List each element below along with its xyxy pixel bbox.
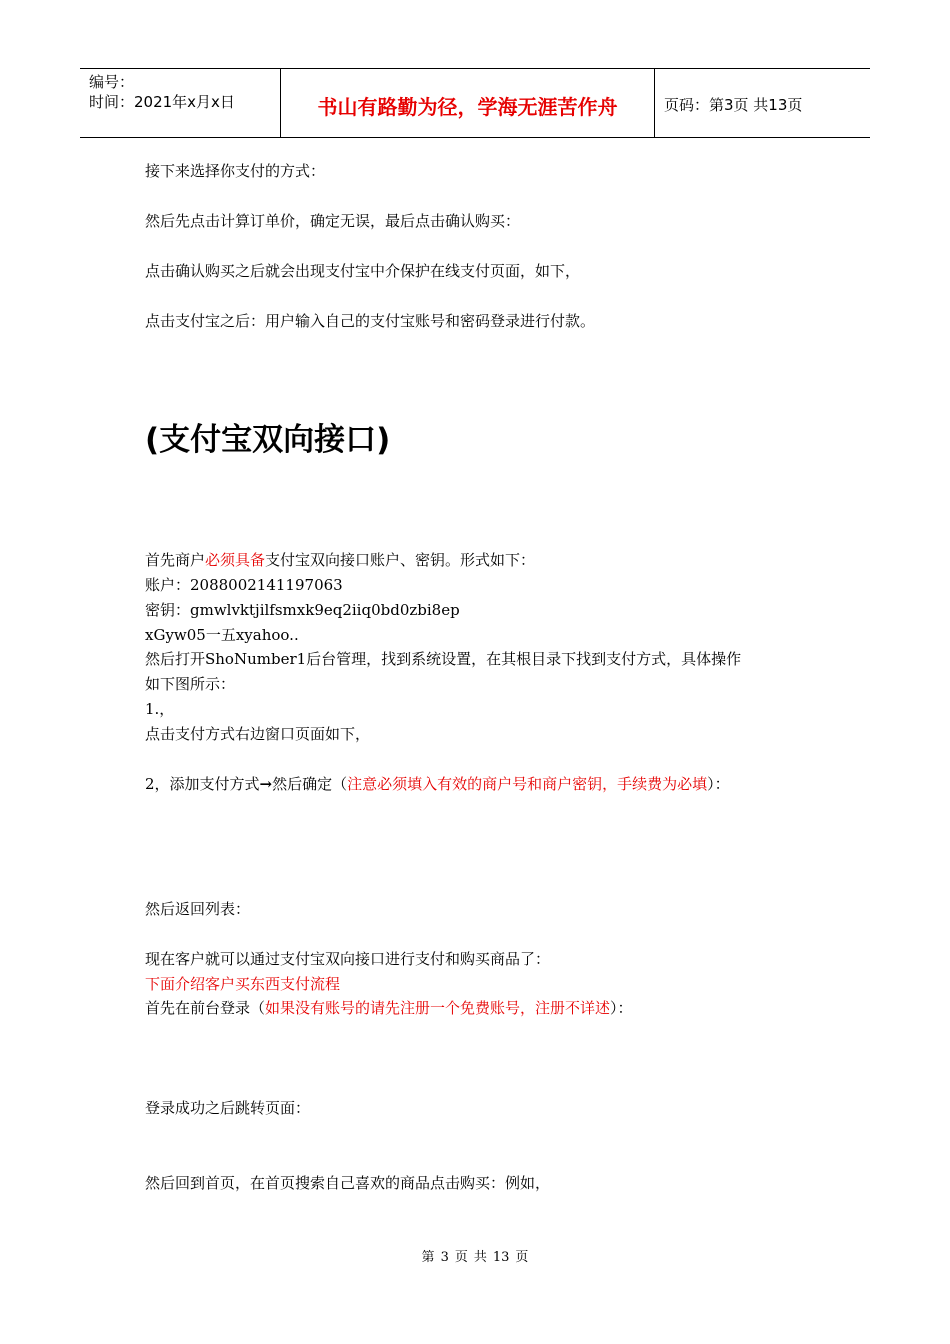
paragraph: 然后回到首页，在首页搜索自己喜欢的商品点击购买：例如， <box>145 1174 551 1192</box>
text-span: 支付宝双向接口账户、密钥。形式如下： <box>265 551 536 569</box>
key-line: 密钥：gmwlvktjilfsmxk9eq2iiq0bd0zbi8ep <box>145 601 460 619</box>
text-span: ）： <box>610 999 633 1017</box>
paragraph: 点击支付宝之后：用户输入自己的支付宝账号和密码登录进行付款。 <box>145 312 596 330</box>
paragraph: 点击支付方式右边窗口页面如下， <box>145 725 371 743</box>
highlight-text: 注意必须填入有效的商户号和商户密钥，手续费为必填 <box>347 775 708 793</box>
footer-text: 共 <box>473 1250 487 1265</box>
text-span: ）： <box>707 775 730 793</box>
page-header <box>80 68 870 138</box>
text-span: 然后确定（ <box>272 775 348 793</box>
highlight-text: 下面介绍客户买东西支付流程 <box>145 975 341 993</box>
footer-text: 页 <box>515 1250 529 1265</box>
paragraph <box>145 998 633 1018</box>
paragraph: 如下图所示： <box>145 675 236 693</box>
page-footer <box>0 1246 950 1265</box>
arrow-right-icon: → <box>259 775 273 793</box>
paragraph <box>145 550 535 570</box>
paragraph: 接下来选择你支付的方式： <box>145 162 326 180</box>
paragraph: 然后先点击计算订单价，确定无误，最后点击确认购买： <box>145 212 521 230</box>
header-meta-cell <box>80 69 281 137</box>
account-line: 账户：2088002141197063 <box>145 576 343 594</box>
text-span: 2，添加支付方式 <box>145 775 260 793</box>
highlight-text: 必须具备 <box>205 551 266 569</box>
highlight-text: 如果没有账号的请先注册一个免费账号，注册不详述 <box>265 999 611 1017</box>
motto: 书山有路勤为径，学海无涯苦作舟 <box>281 69 655 137</box>
text-span: 首先在前台登录（ <box>145 999 266 1017</box>
paragraph: 然后打开ShoNumber1后台管理，找到系统设置，在其根目录下找到支付方式，具体操作 <box>145 650 742 668</box>
text-span: 首先商户 <box>145 551 206 569</box>
key-line-2: xGyw05一五xyahoo.. <box>145 626 299 644</box>
footer-text: 页 <box>454 1250 468 1265</box>
paragraph: 然后返回列表： <box>145 900 251 918</box>
section-title: (支付宝双向接口) <box>145 422 391 458</box>
footer-total-pages: 13 <box>492 1250 510 1265</box>
paragraph: 点击确认购买之后就会出现支付宝中介保护在线支付页面，如下， <box>145 262 581 280</box>
footer-page-number: 3 <box>440 1250 449 1265</box>
header-page-label: 页码：第3页 共13页 <box>664 95 803 114</box>
number-label: 编号： <box>89 73 135 91</box>
paragraph: 现在客户就可以通过支付宝双向接口进行支付和购买商品了： <box>145 950 551 968</box>
footer-text: 第 <box>421 1250 435 1265</box>
time-label: 时间：2021年x月x日 <box>89 93 235 111</box>
paragraph <box>145 774 730 794</box>
paragraph: 登录成功之后跳转页面： <box>145 1099 311 1117</box>
step-label: 1.， <box>145 700 175 718</box>
